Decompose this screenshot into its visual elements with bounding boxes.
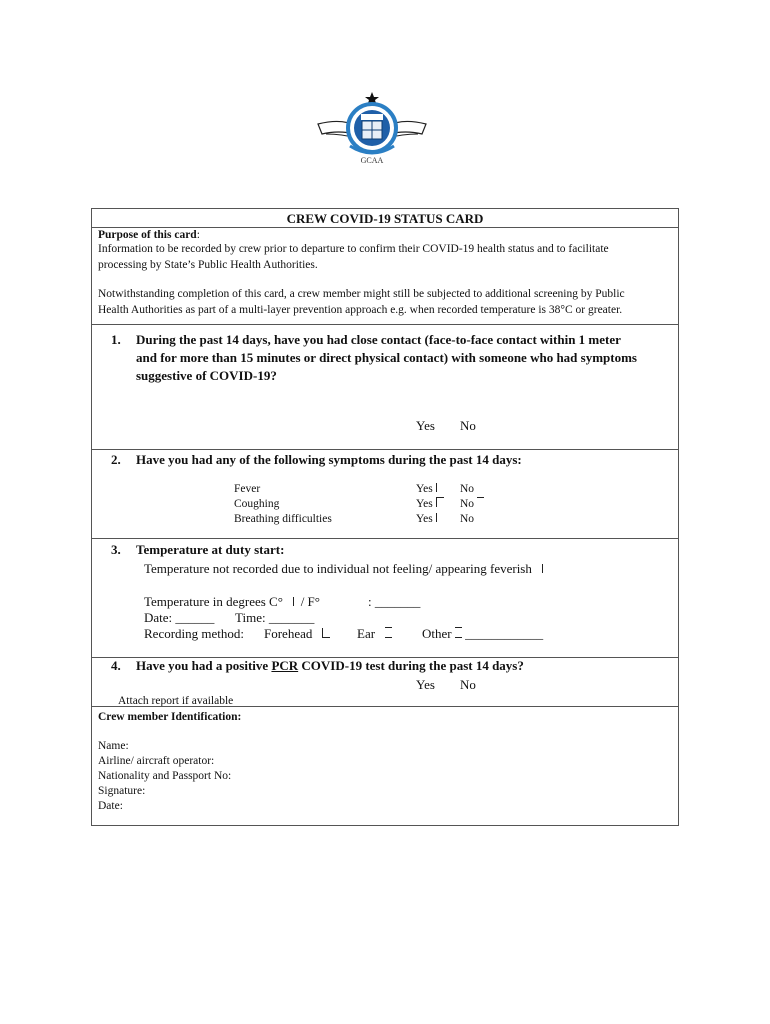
q3-text: Temperature at duty start: xyxy=(136,542,285,557)
checkbox-icon[interactable] xyxy=(322,628,330,638)
crew-field-date[interactable]: Date: xyxy=(98,800,123,812)
status-card xyxy=(91,208,679,826)
checkbox-icon[interactable] xyxy=(455,627,462,638)
q3-time[interactable]: Time: _______ xyxy=(235,610,315,625)
q2-text: Have you had any of the following symptoms during the past 14 days: xyxy=(136,452,522,467)
q4-no[interactable]: No xyxy=(460,677,476,692)
q3-degrees-blank[interactable]: : _______ xyxy=(368,594,421,609)
note-line-2: Health Authorities as part of a multi-layer prevention approach e.g. when recorded temperature is 38°C or greater. xyxy=(98,304,623,316)
q1-line-2: and for more than 15 minutes or direct physical contact) with someone who had symptoms xyxy=(136,350,637,365)
crew-field-passport[interactable]: Nationality and Passport No: xyxy=(98,770,232,782)
q3-date[interactable]: Date: ______ xyxy=(144,610,215,625)
purpose-line-1: Information to be recorded by crew prior to departure to confirm their COVID-19 health status and to facilitate xyxy=(98,243,609,255)
q1-number: 1. xyxy=(111,332,121,347)
symptom-coughing-no[interactable]: No xyxy=(460,496,484,512)
q1-yes[interactable]: Yes xyxy=(416,418,435,433)
crew-field-name[interactable]: Name: xyxy=(98,740,129,752)
q1-line-3: suggestive of COVID-19? xyxy=(136,368,277,383)
q3-ear[interactable]: Ear xyxy=(357,626,392,642)
divider xyxy=(92,324,678,325)
crew-field-signature[interactable]: Signature: xyxy=(98,785,146,797)
q3-other[interactable]: Other ____________ xyxy=(422,626,544,641)
checkbox-icon[interactable] xyxy=(477,497,484,507)
q4-text: Have you had a positive PCR COVID-19 test during the past 14 days? xyxy=(136,658,524,673)
q1-line-1: During the past 14 days, have you had close contact (face-to-face contact within 1 meter xyxy=(136,332,621,347)
symptom-fever-no[interactable]: No xyxy=(460,483,475,495)
q4-attach: Attach report if available xyxy=(118,695,234,707)
symptom-breathing-no[interactable]: No xyxy=(460,513,475,525)
q2-number: 2. xyxy=(111,452,121,467)
q3-degrees[interactable]: Temperature in degrees C° / F° xyxy=(144,594,320,609)
symptom-breathing-yes[interactable]: Yes xyxy=(416,511,444,527)
q3-number: 3. xyxy=(111,542,121,557)
crew-heading: Crew member Identification: xyxy=(98,711,242,723)
checkbox-icon[interactable] xyxy=(436,497,444,507)
q3-method-label: Recording method: xyxy=(144,626,245,641)
symptom-breathing-label: Breathing difficulties xyxy=(234,513,332,525)
symptom-fever-yes[interactable]: Yes xyxy=(416,481,444,497)
q3-not-recorded[interactable]: Temperature not recorded due to individual not feeling/ appearing feverish xyxy=(144,561,550,577)
crew-field-airline[interactable]: Airline/ aircraft operator: xyxy=(98,755,215,767)
divider xyxy=(92,449,678,450)
note-line-1: Notwithstanding completion of this card, a crew member might still be subjected to additional screening by Public xyxy=(98,288,625,300)
symptom-coughing-yes[interactable]: Yes xyxy=(416,496,444,512)
q4-number: 4. xyxy=(111,658,121,673)
checkbox-icon[interactable] xyxy=(385,627,392,638)
card-title: CREW COVID-19 STATUS CARD xyxy=(286,211,484,226)
divider xyxy=(92,538,678,539)
q1-no[interactable]: No xyxy=(460,418,476,433)
purpose-colon: : xyxy=(196,229,200,241)
checkbox-icon[interactable] xyxy=(542,564,550,573)
symptom-coughing-label: Coughing xyxy=(234,498,280,510)
q3-forehead[interactable]: Forehead xyxy=(264,626,330,642)
q4-yes[interactable]: Yes xyxy=(416,677,435,692)
divider xyxy=(92,706,678,707)
purpose-line-2: processing by State’s Public Health Authorities. xyxy=(98,259,318,271)
purpose-label: Purpose of this card xyxy=(98,229,197,241)
symptom-fever-label: Fever xyxy=(234,483,261,495)
logo-text: GCAA xyxy=(360,156,384,165)
checkbox-icon[interactable] xyxy=(436,483,444,492)
checkbox-icon[interactable] xyxy=(293,597,301,606)
checkbox-icon[interactable] xyxy=(436,513,444,522)
